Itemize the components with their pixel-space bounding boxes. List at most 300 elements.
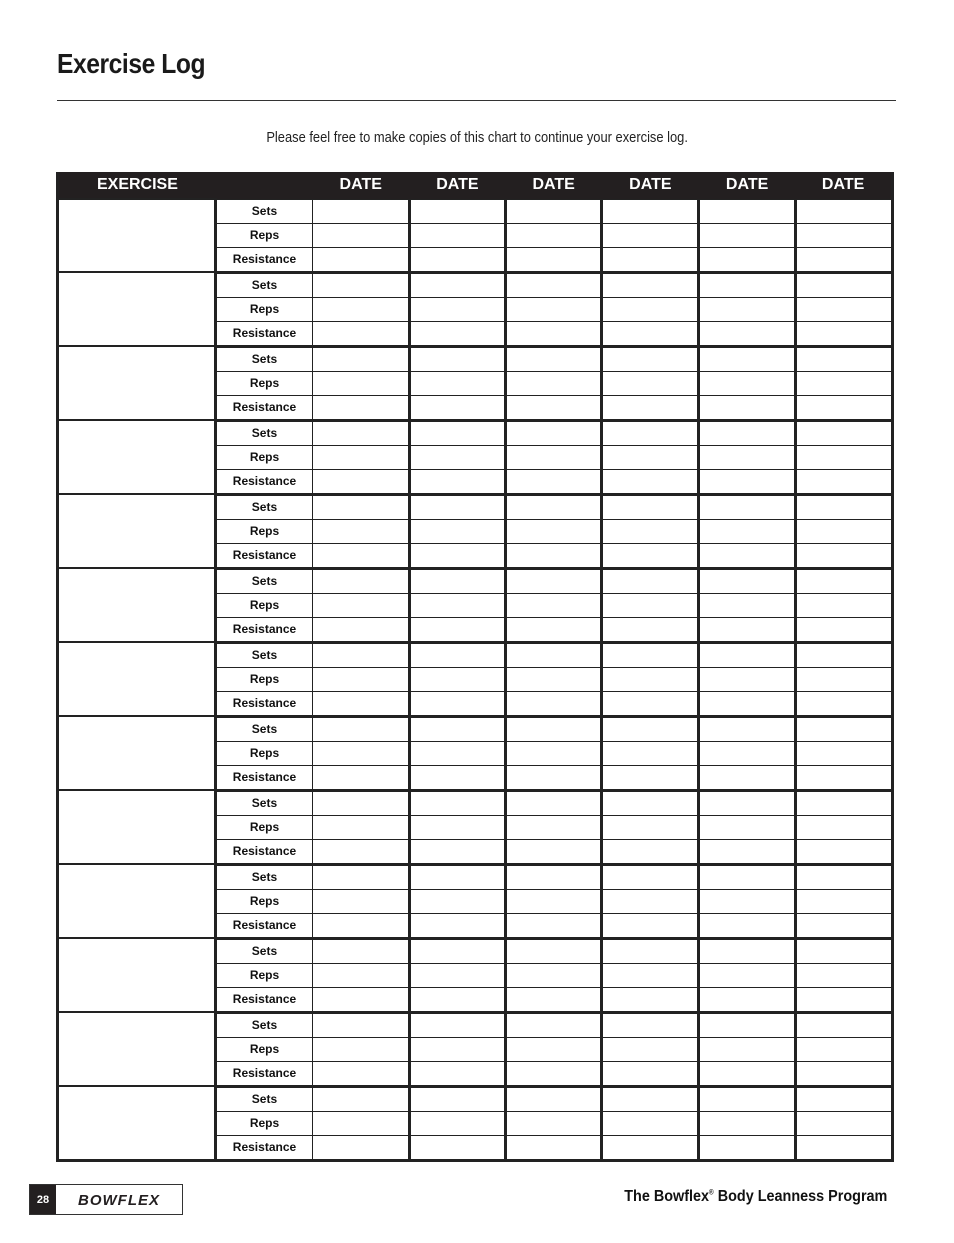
log-entry-cell[interactable] [506,395,602,420]
log-entry-cell[interactable] [506,938,602,963]
log-entry-cell[interactable] [602,938,699,963]
log-entry-cell[interactable] [506,1135,602,1160]
log-entry-cell[interactable] [312,1135,409,1160]
table-row [58,199,893,223]
footer-brand-box [29,1184,183,1215]
exercise-name-cell[interactable] [58,864,216,938]
log-entry-cell[interactable] [699,297,795,321]
log-entry-cell[interactable] [602,199,699,223]
row-label-sets: Sets [216,716,312,741]
log-entry-cell[interactable] [409,420,505,445]
log-entry-cell[interactable] [602,617,699,642]
log-entry-cell[interactable] [506,617,602,642]
exercise-name-cell[interactable] [58,1012,216,1086]
log-entry-cell[interactable] [312,790,409,815]
log-entry-cell[interactable] [602,593,699,617]
log-entry-cell[interactable] [506,691,602,716]
log-entry-cell[interactable] [312,247,409,272]
log-entry-cell[interactable] [699,543,795,568]
row-label-resistance: Resistance [216,617,312,642]
table-row [58,272,893,297]
log-entry-cell[interactable] [312,445,409,469]
log-entry-cell[interactable] [602,642,699,667]
page-title: Exercise Log [57,48,206,79]
log-entry-cell[interactable] [602,247,699,272]
log-entry-cell[interactable] [312,593,409,617]
log-entry-cell[interactable] [795,1086,892,1111]
log-entry-cell[interactable] [602,519,699,543]
log-entry-cell[interactable] [409,839,505,864]
log-entry-cell[interactable] [699,987,795,1012]
log-entry-cell[interactable] [699,889,795,913]
log-entry-cell[interactable] [699,247,795,272]
log-entry-cell[interactable] [506,815,602,839]
log-entry-cell[interactable] [506,963,602,987]
log-entry-cell[interactable] [506,272,602,297]
log-entry-cell[interactable] [699,913,795,938]
log-entry-cell[interactable] [795,839,892,864]
bowflex-logo [56,1185,182,1214]
log-entry-cell[interactable] [312,420,409,445]
exercise-name-cell[interactable] [58,272,216,346]
log-entry-cell[interactable] [506,593,602,617]
log-entry-cell[interactable] [506,642,602,667]
log-entry-cell[interactable] [699,395,795,420]
log-entry-cell[interactable] [699,1111,795,1135]
log-entry-cell[interactable] [506,568,602,593]
log-entry-cell[interactable] [409,223,505,247]
footer-program-title: The Bowflex® Body Leanness Program [623,1188,887,1205]
row-label-reps: Reps [216,223,312,247]
log-entry-cell[interactable] [602,864,699,889]
log-entry-cell[interactable] [602,321,699,346]
table-row [58,1086,893,1111]
log-entry-cell[interactable] [795,716,892,741]
exercise-name-cell[interactable] [58,716,216,790]
log-entry-cell[interactable] [795,765,892,790]
log-entry-cell[interactable] [409,790,505,815]
log-entry-cell[interactable] [409,642,505,667]
log-entry-cell[interactable] [602,716,699,741]
log-entry-cell[interactable] [699,519,795,543]
log-entry-cell[interactable] [312,864,409,889]
log-entry-cell[interactable] [409,469,505,494]
log-entry-cell[interactable] [312,938,409,963]
log-entry-cell[interactable] [795,963,892,987]
log-entry-cell[interactable] [699,1135,795,1160]
log-entry-cell[interactable] [795,469,892,494]
header-blank [216,172,312,199]
row-label-resistance: Resistance [216,321,312,346]
log-entry-cell[interactable] [506,1111,602,1135]
log-entry-cell[interactable] [506,494,602,519]
log-entry-cell[interactable] [602,1111,699,1135]
row-label-resistance: Resistance [216,1061,312,1086]
log-entry-cell[interactable] [409,765,505,790]
log-entry-cell[interactable] [312,913,409,938]
intro-text: Please feel free to make copies of this chart to continue your exercise log. [266,129,688,146]
exercise-name-cell[interactable] [58,938,216,1012]
log-entry-cell[interactable] [506,790,602,815]
log-entry-cell[interactable] [312,691,409,716]
log-entry-cell[interactable] [795,543,892,568]
log-entry-cell[interactable] [602,543,699,568]
header-date-6: DATE [795,172,892,199]
log-entry-cell[interactable] [506,839,602,864]
log-entry-cell[interactable] [699,1086,795,1111]
exercise-name-cell[interactable] [58,568,216,642]
row-label-sets: Sets [216,272,312,297]
log-entry-cell[interactable] [795,889,892,913]
log-entry-cell[interactable] [312,987,409,1012]
log-entry-cell[interactable] [795,346,892,371]
log-entry-cell[interactable] [699,1012,795,1037]
row-label-sets: Sets [216,864,312,889]
log-entry-cell[interactable] [699,765,795,790]
log-entry-cell[interactable] [795,223,892,247]
log-entry-cell[interactable] [312,568,409,593]
log-entry-cell[interactable] [409,321,505,346]
log-entry-cell[interactable] [312,199,409,223]
log-entry-cell[interactable] [409,741,505,765]
log-entry-cell[interactable] [312,543,409,568]
log-entry-cell[interactable] [409,667,505,691]
log-entry-cell[interactable] [795,741,892,765]
log-entry-cell[interactable] [602,691,699,716]
log-entry-cell[interactable] [409,1111,505,1135]
log-entry-cell[interactable] [602,445,699,469]
log-entry-cell[interactable] [312,741,409,765]
log-entry-cell[interactable] [506,223,602,247]
row-label-reps: Reps [216,741,312,765]
log-entry-cell[interactable] [312,765,409,790]
row-label-resistance: Resistance [216,765,312,790]
log-entry-cell[interactable] [795,494,892,519]
log-entry-cell[interactable] [795,617,892,642]
log-entry-cell[interactable] [602,987,699,1012]
log-entry-cell[interactable] [795,445,892,469]
row-label-resistance: Resistance [216,395,312,420]
log-entry-cell[interactable] [602,1086,699,1111]
log-entry-cell[interactable] [312,469,409,494]
log-entry-cell[interactable] [409,543,505,568]
log-entry-cell[interactable] [506,519,602,543]
log-entry-cell[interactable] [699,420,795,445]
log-entry-cell[interactable] [795,395,892,420]
log-entry-cell[interactable] [409,1012,505,1037]
log-entry-cell[interactable] [409,716,505,741]
log-entry-cell[interactable] [312,494,409,519]
log-entry-cell[interactable] [312,1111,409,1135]
log-entry-cell[interactable] [312,1086,409,1111]
log-entry-cell[interactable] [312,346,409,371]
log-entry-cell[interactable] [312,395,409,420]
header-date-4: DATE [602,172,699,199]
log-entry-cell[interactable] [506,765,602,790]
log-entry-cell[interactable] [699,469,795,494]
log-entry-cell[interactable] [409,815,505,839]
log-entry-cell[interactable] [506,420,602,445]
table-row [58,716,893,741]
log-entry-cell[interactable] [312,889,409,913]
log-entry-cell[interactable] [699,963,795,987]
log-entry-cell[interactable] [602,963,699,987]
log-entry-cell[interactable] [602,1135,699,1160]
row-label-resistance: Resistance [216,691,312,716]
log-entry-cell[interactable] [506,445,602,469]
log-entry-cell[interactable] [409,691,505,716]
log-entry-cell[interactable] [409,371,505,395]
log-entry-cell[interactable] [506,1061,602,1086]
row-label-sets: Sets [216,420,312,445]
log-entry-cell[interactable] [409,617,505,642]
exercise-name-cell[interactable] [58,1086,216,1160]
log-entry-cell[interactable] [602,469,699,494]
log-entry-cell[interactable] [602,494,699,519]
log-entry-cell[interactable] [699,593,795,617]
log-entry-cell[interactable] [409,494,505,519]
log-entry-cell[interactable] [409,247,505,272]
log-entry-cell[interactable] [699,1037,795,1061]
header-date-5: DATE [699,172,795,199]
table-row [58,420,893,445]
log-entry-cell[interactable] [699,199,795,223]
log-entry-cell[interactable] [699,790,795,815]
log-entry-cell[interactable] [506,543,602,568]
log-entry-cell[interactable] [312,617,409,642]
header-date-1: DATE [312,172,409,199]
log-entry-cell[interactable] [409,889,505,913]
log-entry-cell[interactable] [795,815,892,839]
log-entry-cell[interactable] [699,494,795,519]
log-entry-cell[interactable] [506,913,602,938]
log-entry-cell[interactable] [506,1012,602,1037]
log-entry-cell[interactable] [795,864,892,889]
log-entry-cell[interactable] [602,765,699,790]
exercise-name-cell[interactable] [58,790,216,864]
row-label-resistance: Resistance [216,1135,312,1160]
log-entry-cell[interactable] [699,371,795,395]
log-entry-cell[interactable] [312,223,409,247]
log-entry-cell[interactable] [409,864,505,889]
log-entry-cell[interactable] [506,469,602,494]
log-entry-cell[interactable] [409,445,505,469]
log-entry-cell[interactable] [795,987,892,1012]
log-entry-cell[interactable] [602,223,699,247]
page-number: 28 [30,1185,56,1214]
log-entry-cell[interactable] [506,716,602,741]
log-entry-cell[interactable] [409,913,505,938]
log-entry-cell[interactable] [699,346,795,371]
log-entry-cell[interactable] [602,568,699,593]
log-entry-cell[interactable] [409,346,505,371]
log-entry-cell[interactable] [506,667,602,691]
log-entry-cell[interactable] [312,667,409,691]
log-entry-cell[interactable] [602,667,699,691]
log-entry-cell[interactable] [795,247,892,272]
log-entry-cell[interactable] [506,987,602,1012]
log-entry-cell[interactable] [602,790,699,815]
log-entry-cell[interactable] [699,839,795,864]
row-label-resistance: Resistance [216,247,312,272]
log-entry-cell[interactable] [602,1012,699,1037]
log-entry-cell[interactable] [795,691,892,716]
row-label-resistance: Resistance [216,987,312,1012]
log-entry-cell[interactable] [795,519,892,543]
log-entry-cell[interactable] [795,568,892,593]
log-entry-cell[interactable] [602,741,699,765]
log-entry-cell[interactable] [699,938,795,963]
log-entry-cell[interactable] [699,741,795,765]
log-entry-cell[interactable] [506,199,602,223]
log-entry-cell[interactable] [602,297,699,321]
header-date-2: DATE [409,172,505,199]
row-label-reps: Reps [216,297,312,321]
log-entry-cell[interactable] [602,1037,699,1061]
log-entry-cell[interactable] [602,420,699,445]
row-label-sets: Sets [216,790,312,815]
log-entry-cell[interactable] [602,913,699,938]
log-entry-cell[interactable] [506,1037,602,1061]
header-date-3: DATE [506,172,602,199]
log-entry-cell[interactable] [795,272,892,297]
log-entry-cell[interactable] [795,1037,892,1061]
log-entry-cell[interactable] [602,1061,699,1086]
table-row [58,346,893,371]
row-label-reps: Reps [216,889,312,913]
row-label-reps: Reps [216,371,312,395]
log-entry-cell[interactable] [602,815,699,839]
log-entry-cell[interactable] [506,1086,602,1111]
log-entry-cell[interactable] [795,1111,892,1135]
log-entry-cell[interactable] [795,1135,892,1160]
log-entry-cell[interactable] [506,346,602,371]
log-entry-cell[interactable] [602,839,699,864]
row-label-resistance: Resistance [216,839,312,864]
log-entry-cell[interactable] [409,963,505,987]
log-entry-cell[interactable] [699,321,795,346]
log-entry-cell[interactable] [312,519,409,543]
log-entry-cell[interactable] [795,371,892,395]
log-entry-cell[interactable] [409,987,505,1012]
log-entry-cell[interactable] [409,395,505,420]
log-entry-cell[interactable] [506,864,602,889]
log-entry-cell[interactable] [312,963,409,987]
log-entry-cell[interactable] [312,297,409,321]
log-entry-cell[interactable] [795,938,892,963]
log-entry-cell[interactable] [795,297,892,321]
log-entry-cell[interactable] [795,593,892,617]
log-entry-cell[interactable] [795,1061,892,1086]
log-entry-cell[interactable] [409,1086,505,1111]
exercise-name-cell[interactable] [58,494,216,568]
log-entry-cell[interactable] [699,667,795,691]
log-entry-cell[interactable] [312,1037,409,1061]
row-label-reps: Reps [216,519,312,543]
log-entry-cell[interactable] [699,1061,795,1086]
exercise-name-cell[interactable] [58,199,216,272]
log-entry-cell[interactable] [409,199,505,223]
log-entry-cell[interactable] [795,642,892,667]
log-entry-cell[interactable] [699,617,795,642]
log-entry-cell[interactable] [795,667,892,691]
log-entry-cell[interactable] [795,1012,892,1037]
log-entry-cell[interactable] [795,913,892,938]
log-entry-cell[interactable] [409,568,505,593]
log-entry-cell[interactable] [506,741,602,765]
log-entry-cell[interactable] [409,1135,505,1160]
log-entry-cell[interactable] [506,889,602,913]
row-label-resistance: Resistance [216,469,312,494]
log-entry-cell[interactable] [312,839,409,864]
exercise-name-cell[interactable] [58,420,216,494]
log-entry-cell[interactable] [312,716,409,741]
log-entry-cell[interactable] [506,371,602,395]
log-entry-cell[interactable] [506,321,602,346]
row-label-reps: Reps [216,667,312,691]
log-entry-cell[interactable] [506,247,602,272]
log-entry-cell[interactable] [409,593,505,617]
log-entry-cell[interactable] [602,371,699,395]
log-entry-cell[interactable] [699,815,795,839]
log-entry-cell[interactable] [312,815,409,839]
log-entry-cell[interactable] [699,864,795,889]
title-divider [57,100,896,101]
log-entry-cell[interactable] [409,1061,505,1086]
log-entry-cell[interactable] [409,272,505,297]
log-entry-cell[interactable] [312,1061,409,1086]
log-entry-cell[interactable] [312,1012,409,1037]
row-label-reps: Reps [216,445,312,469]
log-entry-cell[interactable] [795,199,892,223]
table-row [58,790,893,815]
log-entry-cell[interactable] [795,420,892,445]
log-entry-cell[interactable] [409,938,505,963]
row-label-reps: Reps [216,963,312,987]
svg-text:BOWFLEX: BOWFLEX [78,1191,160,1209]
log-entry-cell[interactable] [795,321,892,346]
row-label-sets: Sets [216,938,312,963]
log-entry-cell[interactable] [312,642,409,667]
log-entry-cell[interactable] [699,445,795,469]
log-entry-cell[interactable] [699,716,795,741]
log-entry-cell[interactable] [409,297,505,321]
log-entry-cell[interactable] [699,642,795,667]
log-entry-cell[interactable] [699,272,795,297]
row-label-sets: Sets [216,1012,312,1037]
row-label-resistance: Resistance [216,913,312,938]
log-entry-cell[interactable] [602,395,699,420]
exercise-name-cell[interactable] [58,642,216,716]
row-label-sets: Sets [216,1086,312,1111]
log-entry-cell[interactable] [409,519,505,543]
exercise-name-cell[interactable] [58,346,216,420]
log-entry-cell[interactable] [409,1037,505,1061]
log-entry-cell[interactable] [795,790,892,815]
table-header-row [58,172,893,199]
log-entry-cell[interactable] [699,691,795,716]
log-entry-cell[interactable] [699,223,795,247]
log-entry-cell[interactable] [699,568,795,593]
log-entry-cell[interactable] [312,371,409,395]
log-entry-cell[interactable] [506,297,602,321]
log-entry-cell[interactable] [602,346,699,371]
row-label-sets: Sets [216,199,312,223]
log-entry-cell[interactable] [312,272,409,297]
log-entry-cell[interactable] [602,272,699,297]
log-entry-cell[interactable] [602,889,699,913]
log-entry-cell[interactable] [312,321,409,346]
